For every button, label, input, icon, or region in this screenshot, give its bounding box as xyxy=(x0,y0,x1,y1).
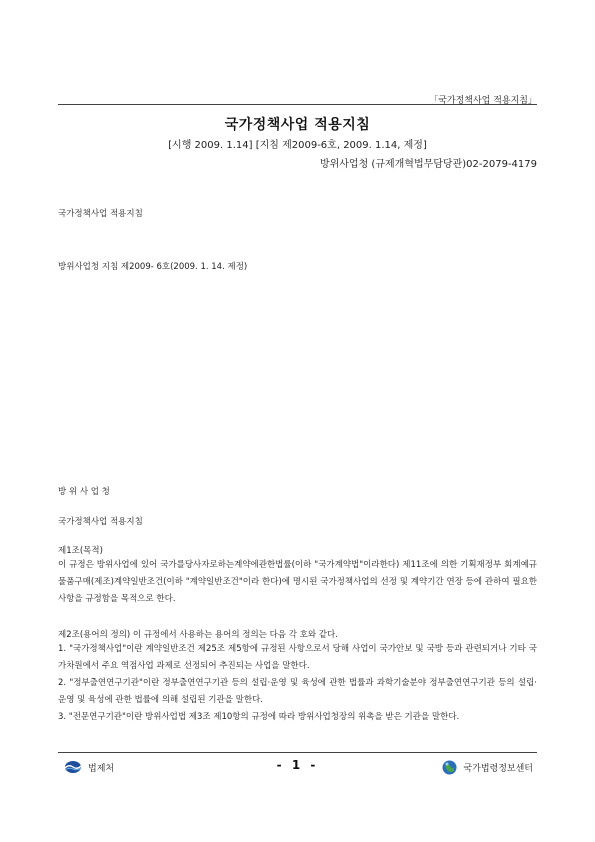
document-title: 국가정책사업 적용지침 xyxy=(224,117,371,133)
page-number: - 1 - xyxy=(276,758,319,772)
article-1-heading: 제1조(목적) xyxy=(58,546,103,556)
document-name: 국가정책사업 적용지침 xyxy=(58,209,143,219)
article-2-item-1: 1. "국가정책사업"이란 계약일반조건 제25조 제5항에 규정된 사항으로서 당해 사업이 국가안보 및 국방 등과 관련되거나 기타 국가차원에서 주요 역점사업 과제로 선정되어 추진되는 사업을 말한다. xyxy=(58,644,537,671)
agency-name: 방 위 사 업 청 xyxy=(58,487,110,497)
article-2-item-2: 2. "정부출연연구기관"이란 정부출연연구기관 등의 설립·운영 및 육성에 관한 법률과 과학기술분야 정부출연연구기관 등의 설립·운영 및 육성에 관한 법률에 의해 설립된 기관을 말한다. xyxy=(58,678,537,705)
article-1-text: 이 규정은 방위사업에 있어 국가를당사자로하는계약에관한법률(이하 "국가계약법"이라한다) 제11조에 의한 기획재정부 회계예규 물품구매(제조)계약일반조건(이하 "계약일반조건"이라 한다)에 명시된 국가정책사업의 선정 및 계약기간 연장 등에 관하여 필요한 사항을 규정함을 목적으로 한다. xyxy=(58,560,537,604)
footer-right-label: 국가법령정보센터 xyxy=(463,764,533,774)
header-rule xyxy=(58,104,537,105)
article-2-heading: 제2조(용어의 정의) 이 규정에서 사용하는 용어의 정의는 다음 각 호와 같다. xyxy=(58,630,338,640)
globe-logo-icon xyxy=(442,760,457,775)
running-header: 「국가정책사업 적용지침」 xyxy=(429,96,537,106)
document-name-repeat: 국가정책사업 적용지침 xyxy=(58,517,143,527)
footer-right xyxy=(442,760,533,775)
article-2-item-3: 3. "전문연구기관"이란 방위사업법 제3조 제10항의 규정에 따라 방위사업청장의 위촉을 받은 기관을 말한다. xyxy=(58,712,460,722)
enforcement-info: [시행 2009. 1.14] [지침 제2009-6호, 2009. 1.14, 제정] xyxy=(168,140,427,151)
directive-number: 방위사업청 지침 제2009- 6호(2009. 1. 14. 제정) xyxy=(58,262,248,272)
issuing-department: 방위사업청 (규제개혁법무담당관)02-2079-4179 xyxy=(319,159,537,170)
footer-rule xyxy=(58,752,537,753)
footer-left-label: 법제처 xyxy=(88,763,115,774)
